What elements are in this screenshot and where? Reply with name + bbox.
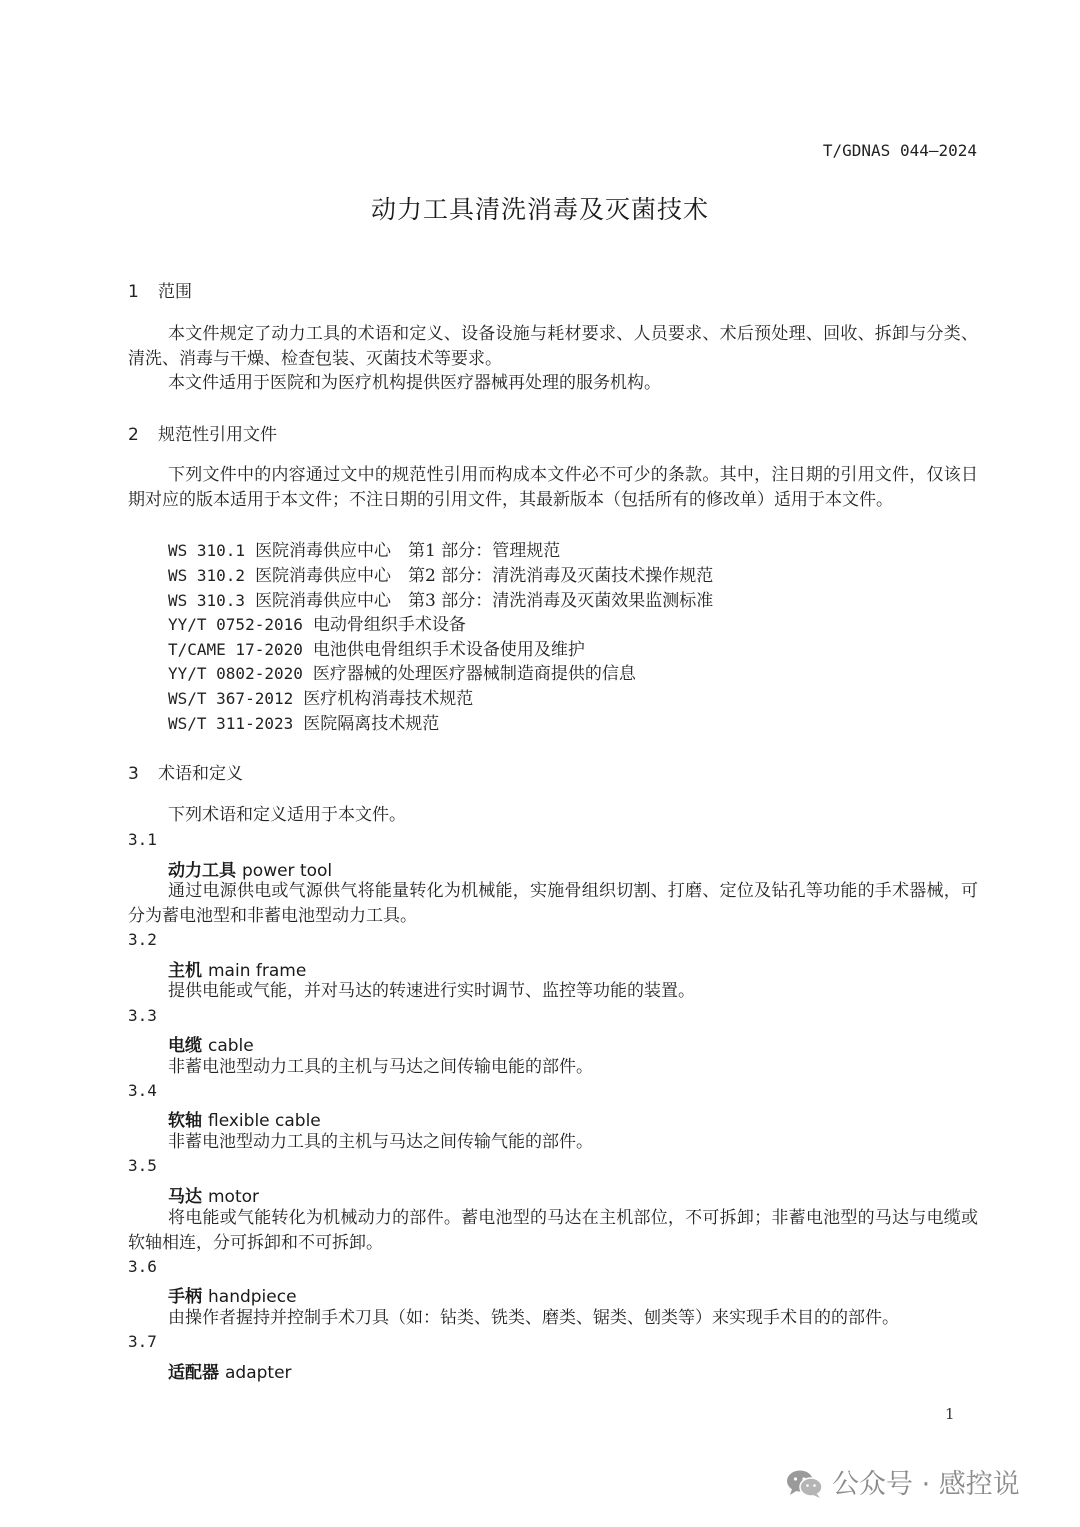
section-3-heading — [128, 759, 243, 784]
reference-item — [168, 711, 439, 737]
reference-code: WS/T 367-2012 — [168, 689, 294, 708]
reference-title: 医院消毒供应中心 第3 部分：清洗消毒及灭菌效果监测标准 — [255, 591, 714, 611]
watermark-text: 公众号 · 感控说 — [832, 1469, 1020, 1500]
document-code: T/GDNAS 044—2024 — [822, 141, 977, 160]
term-definition: 非蓄电池型动力工具的主机与马达之间传输电能的部件。 — [168, 1057, 593, 1077]
paragraph: 下列术语和定义适用于本文件。 — [168, 805, 406, 825]
term-number: 3.6 — [128, 1257, 157, 1276]
term-number: 3.7 — [128, 1332, 157, 1351]
watermark — [786, 1462, 1020, 1501]
reference-item — [168, 686, 473, 712]
section-title: 范围 — [158, 282, 192, 302]
term-zh: 马达 — [168, 1187, 202, 1207]
paragraph: 本文件适用于医院和为医疗机构提供医疗器械再处理的服务机构。 — [168, 373, 661, 393]
term-number: 3.3 — [128, 1006, 157, 1025]
term-definition: 将电能或气能转化为机械动力的部件。蓄电池型的马达在主机部位，不可拆卸；非蓄电池型的马达与电缆或软轴相连，分可拆卸和不可拆卸。 — [128, 1208, 978, 1253]
term-heading — [168, 1031, 254, 1056]
term-en: flexible cable — [208, 1111, 321, 1131]
term-en: cable — [208, 1036, 254, 1056]
reference-item — [168, 661, 636, 687]
reference-title: 电池供电骨组织手术设备使用及维护 — [312, 640, 585, 660]
term-en: main frame — [208, 961, 307, 981]
reference-title: 医院消毒供应中心 第1 部分：管理规范 — [255, 541, 561, 561]
term-number: 3.4 — [128, 1081, 157, 1100]
term-en: handpiece — [208, 1287, 297, 1307]
section-number: 3 — [128, 764, 139, 784]
term-heading — [168, 1282, 297, 1307]
term-number: 3.2 — [128, 930, 157, 949]
section-number: 1 — [128, 282, 139, 302]
reference-code: T/CAME 17-2020 — [168, 640, 303, 659]
term-definition: 提供电能或气能，并对马达的转速进行实时调节、监控等功能的装置。 — [168, 981, 695, 1001]
term-zh: 动力工具 — [168, 861, 236, 881]
wechat-icon — [786, 1469, 824, 1499]
term-number: 3.5 — [128, 1156, 157, 1175]
section-1-heading — [128, 277, 192, 302]
reference-title: 医疗器械的处理医疗器械制造商提供的信息 — [312, 664, 636, 684]
reference-item — [168, 637, 585, 663]
paragraph: 下列文件中的内容通过文中的规范性引用而构成本文件必不可少的条款。其中，注日期的引用文件，仅该日期对应的版本适用于本文件；不注日期的引用文件，其最新版本（包括所有的修改单）适用于本文件。 — [128, 465, 978, 510]
reference-title: 医院消毒供应中心 第2 部分：清洗消毒及灭菌技术操作规范 — [255, 566, 714, 586]
reference-code: YY/T 0802-2020 — [168, 664, 303, 683]
term-en: motor — [208, 1187, 260, 1207]
page-title: 动力工具清洗消毒及灭菌技术 — [370, 195, 709, 224]
term-heading — [168, 856, 332, 881]
term-heading — [168, 1106, 321, 1131]
term-en: adapter — [225, 1363, 292, 1383]
term-definition: 非蓄电池型动力工具的主机与马达之间传输气能的部件。 — [168, 1132, 593, 1152]
section-number: 2 — [128, 425, 139, 445]
reference-title: 医疗机构消毒技术规范 — [303, 689, 474, 709]
term-zh: 主机 — [168, 961, 202, 981]
term-definition: 通过电源供电或气源供气将能量转化为机械能，实施骨组织切割、打磨、定位及钻孔等功能的手术器械，可分为蓄电池型和非蓄电池型动力工具。 — [128, 881, 978, 926]
reference-title: 医院隔离技术规范 — [303, 714, 440, 734]
page-number: 1 — [945, 1405, 955, 1423]
paragraph: 本文件规定了动力工具的术语和定义、设备设施与耗材要求、人员要求、术后预处理、回收、拆卸与分类、清洗、消毒与干燥、检查包装、灭菌技术等要求。 — [128, 324, 978, 369]
reference-code: WS/T 311-2023 — [168, 714, 294, 733]
term-zh: 手柄 — [168, 1287, 202, 1307]
term-zh: 电缆 — [168, 1036, 202, 1056]
reference-code: WS 310.3 — [168, 591, 246, 610]
term-zh: 软轴 — [168, 1111, 202, 1131]
reference-code: WS 310.1 — [168, 541, 246, 560]
term-zh: 适配器 — [168, 1363, 219, 1383]
reference-item — [168, 538, 560, 564]
reference-title: 电动骨组织手术设备 — [312, 615, 466, 635]
reference-code: YY/T 0752-2016 — [168, 615, 303, 634]
section-title: 规范性引用文件 — [158, 425, 277, 445]
reference-item — [168, 612, 466, 638]
section-title: 术语和定义 — [158, 764, 243, 784]
reference-code: WS 310.2 — [168, 566, 246, 585]
section-2-heading — [128, 420, 277, 445]
reference-item — [168, 588, 713, 614]
term-definition: 由操作者握持并控制手术刀具（如：钻类、铣类、磨类、锯类、刨类等）来实现手术目的的部件。 — [168, 1308, 899, 1328]
term-en: power tool — [242, 861, 333, 881]
reference-item — [168, 563, 713, 589]
term-heading — [168, 1358, 292, 1383]
term-number: 3.1 — [128, 830, 157, 849]
term-heading — [168, 1182, 259, 1207]
term-heading — [168, 956, 306, 981]
